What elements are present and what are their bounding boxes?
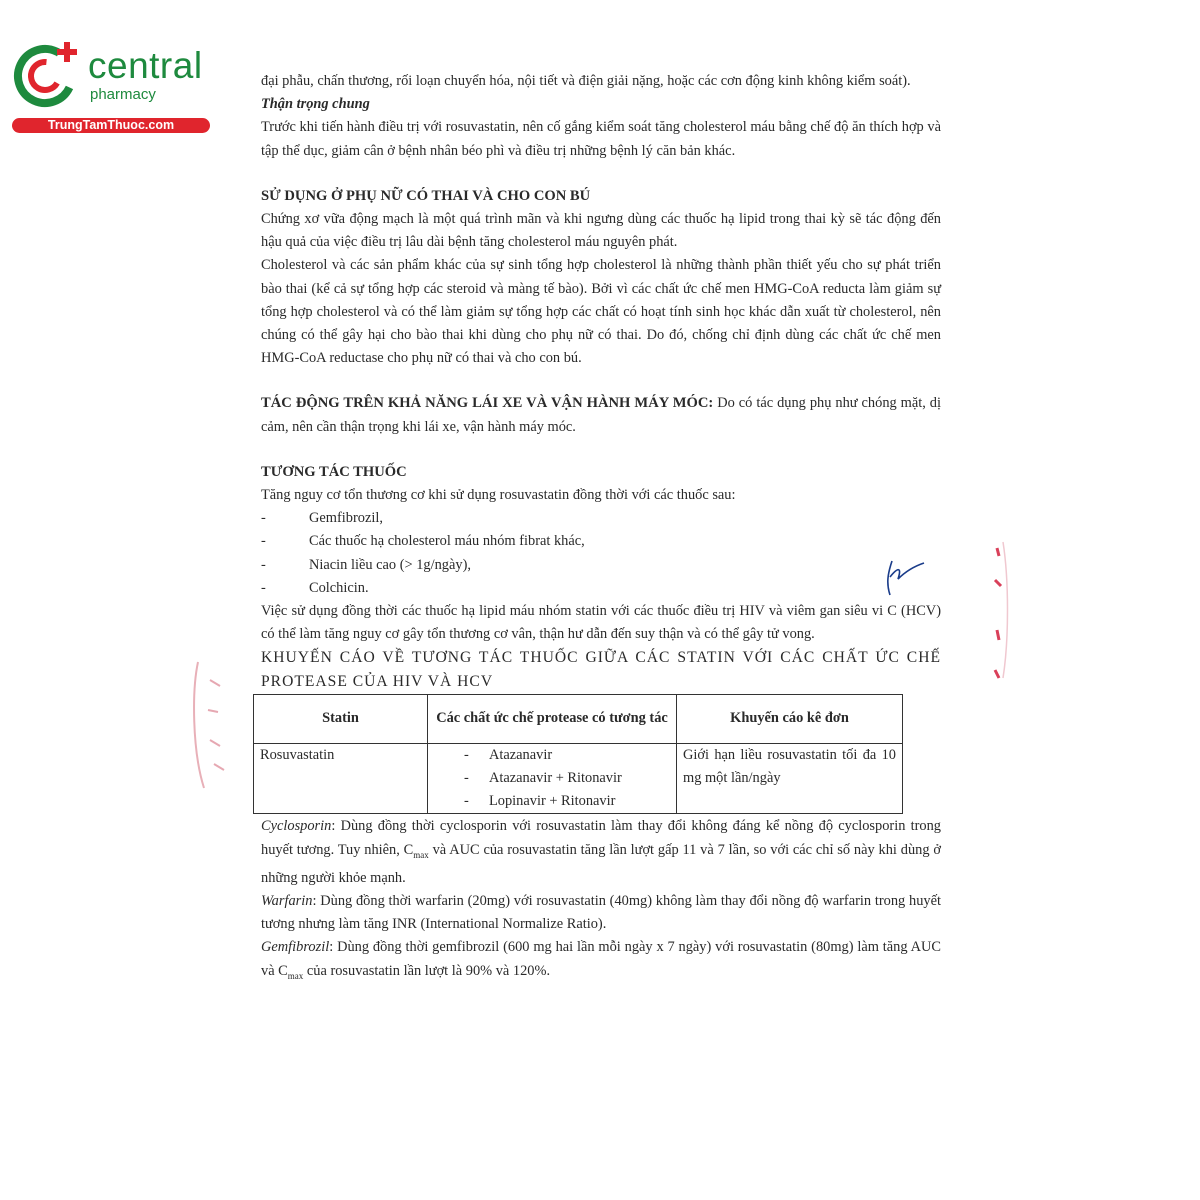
paragraph-pregnancy-1: Chứng xơ vữa động mạch là một quá trình mãn và khi ngưng dùng các thuốc hạ lipid trong thai kỳ sẽ tác động đến hậu quả của việc điều trị lâu dài bệnh tăng cholesterol máu nguyên phát. <box>261 211 941 251</box>
statin-interaction-table <box>253 694 903 815</box>
text-driving: Do có tác dụng phụ như chóng mặt, dị cảm, nên cần thận trọng khi lái xe, vận hành máy móc. <box>261 395 942 435</box>
paragraph-cyclosporin: Cyclosporin: Dùng đồng thời cyclosporin với rosuvastatin làm thay đổi không đáng kể nồng độ cyclosporin trong huyết tương. Tuy nhiên, $C_{max}$ và AUC của rosuvastatin tăng lần lượt gấp 11 và 7 lần, so với các chỉ số này khi dùng ở những người khỏe mạnh. <box>261 818 941 886</box>
table-cell-inhibitors: - Atazanavir - Atazanavir + Ritonavir - Lopinavir + Ritonavir <box>428 743 677 814</box>
brand-logo <box>12 38 212 138</box>
list-item: - Niacin liều cao (> 1g/ngày), <box>261 556 471 573</box>
table-header-inhibitors: Các chất ức chế protease có tương tác <box>428 694 677 743</box>
heading-pregnancy: SỬ DỤNG Ở PHỤ NỮ CÓ THAI VÀ CHO CON BÚ <box>261 187 591 204</box>
paragraph-interactions-intro: Tăng nguy cơ tổn thương cơ khi sử dụng rosuvastatin đồng thời với các thuốc sau: <box>261 487 736 504</box>
table-row <box>254 743 903 814</box>
heading-general-precaution: Thận trọng chung <box>261 96 370 113</box>
brand-sub: pharmacy <box>90 86 156 103</box>
paragraph-warfarin: Warfarin: Dùng đồng thời warfarin (20mg) với rosuvastatin (40mg) không làm thay đổi nồng độ warfarin trong huyết tương nhưng làm tăng INR (International Normalize Ratio). <box>261 892 941 933</box>
list-item: - Colchicin. <box>261 579 369 596</box>
paragraph-continued: đại phẫu, chấn thương, rối loạn chuyển hóa, nội tiết và điện giải nặng, hoặc các cơn động kinh không kiểm soát). <box>261 73 911 89</box>
list-item: - Các thuốc hạ cholesterol máu nhóm fibrat khác, <box>261 533 585 550</box>
paragraph-pregnancy-2: Cholesterol và các sản phẩm khác của sự sinh tổng hợp cholesterol là những thành phần thiết yếu cho sự phát triển bào thai (kể cả sự tổng hợp các steroid và màng tế bào). Bởi vì các chất ức chế men HMG-CoA reducta làm giảm sự tổng hợp cholesterol và có thể làm giảm sự tổng hợp các chất có hoạt tính sinh học khác dẫn xuất từ cholesterol, nên chúng có thể gây hại cho bào thai khi dùng cho phụ nữ có thai. Do đó, chống chỉ định dùng các chất ức chế men HMG-CoA reductase cho phụ nữ có thai và cho con bú. <box>261 257 941 367</box>
table-cell-statin: Rosuvastatin <box>254 743 428 814</box>
table-header-statin: Statin <box>254 694 428 743</box>
paragraph-hiv: Việc sử dụng đồng thời các thuốc hạ lipid máu nhóm statin với các thuốc điều trị HIV và viêm gan siêu vi C (HCV) có thể làm tăng nguy cơ gây tổn thương cơ vân, thận hư dẫn đến suy thận và có thể gây tử vong. <box>261 603 941 643</box>
table-cell-recommendation: Giới hạn liều rosuvastatin tối đa 10 mg một lần/ngày <box>677 743 903 814</box>
brand-website: TrungTamThuoc.com <box>12 118 210 133</box>
brand-name: central <box>88 45 203 86</box>
central-pharmacy-logo-icon <box>12 38 84 110</box>
stamp-fragment-left-icon <box>190 660 230 790</box>
paragraph-general-precaution: Trước khi tiến hành điều trị với rosuvastatin, nên cố gắng kiểm soát tăng cholesterol máu bằng chế độ ăn thích hợp và tập thể dục, giảm cân ở bệnh nhân béo phì và điều trị những bệnh lý căn bản khác. <box>261 119 941 159</box>
stamp-fragment-right-icon <box>985 540 1010 680</box>
signature-icon <box>880 553 930 603</box>
document-page <box>261 70 941 988</box>
table-header-recommendation: Khuyến cáo kê đơn <box>677 694 903 743</box>
heading-driving: TÁC ĐỘNG TRÊN KHẢ NĂNG LÁI XE VÀ VẬN HÀNH MÁY MÓC: <box>261 395 714 412</box>
paragraph-gemfibrozil: Gemfibrozil: Dùng đồng thời gemfibrozil (600 mg hai lần mỗi ngày x 7 ngày) với rosuvastatin (80mg) làm tăng AUC và $C_{max}$ của rosuvastatin lần lượt là 90% và 120%. <box>261 939 941 981</box>
heading-interactions: TƯƠNG TÁC THUỐC <box>261 463 407 480</box>
paragraph-driving <box>261 392 941 438</box>
list-item: - Gemfibrozil, <box>261 510 383 527</box>
heading-recommendation: KHUYẾN CÁO VỀ TƯƠNG TÁC THUỐC GIỮA CÁC STATIN VỚI CÁC CHẤT ỨC CHẾ PROTEASE CỦA HIV VÀ HCV <box>261 649 941 690</box>
